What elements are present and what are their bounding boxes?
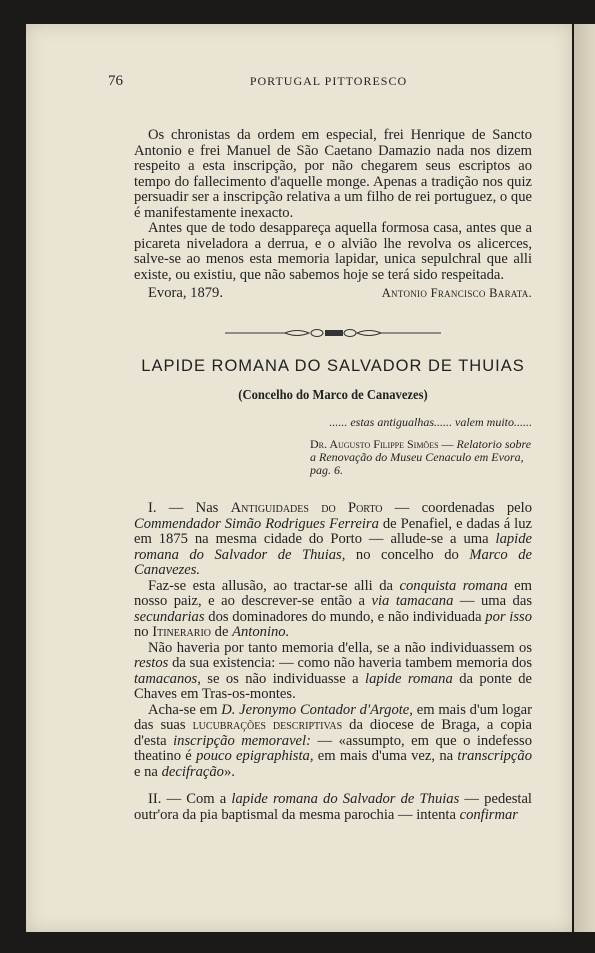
section-title: LAPIDE ROMANA DO SALVADOR DE THUIAS [141,356,525,375]
epigraph-quote: ...... estas antigualhas...... valem muito...... [329,414,532,429]
paragraph-2: Faz-se esta allusão, ao tractar-se alli da conquista romana em nosso paiz, e ao descrever-se então a via tamacana — uma das secundarias dos dominadores do mundo, e não individuada por isso no Itinerario de Antonino. [134,577,533,640]
next-page-edge [574,24,595,932]
page-body [134,128,532,823]
ornament-icon [225,328,441,338]
paragraph-5: II. — Com a lapide romana do Salvador de Thuias — pedestal outr'ora da pia baptismal da mesma parochia — intenta confirmar [134,791,532,823]
paragraph: Os chronistas da ordem em especial, frei Henrique de Sancto Antonio e frei Manuel de São Caetano Damazio nada nos dizem respeito a esta inscripção, por não chegarem seus escriptos ao tempo do fallecimento d'aquelle monge. Apenas a tradição nos quiz persuadir ser a inscripção relativa a um filho de rei portuguez, o que é manifestamente inexacto. [134,127,532,221]
page-number: 76 [108,73,123,89]
paragraph: Antes que de todo desappareça aquella formosa casa, antes que a picareta niveladora a derrua, e o alvião lhe revolva os alicerces, salve-se ao menos esta memoria lapidar, unica sepulchral que alli existe, ou existiu, que não sabemos hoje se terá sido respeitada. [134,220,532,283]
paragraph-4: Acha-se em D. Jeronymo Contador d'Argote, em mais d'um logar das suas lucubrações descriptivas da diocese de Braga, a copia d'esta inscripção memoravel: — «assumpto, em que o indefesso theatino é pouco epigraphista, em mais d'uma vez, na transcripção e na decifração». [134,701,533,780]
signature-author: Antonio Francisco Barata. [381,286,532,300]
running-title: PORTUGAL PITTORESCO [249,74,408,88]
section-subtitle: (Concelho do Marco de Canavezes) [238,388,428,403]
ornamental-divider [134,328,532,338]
place-date: Evora, 1879. [148,285,223,301]
epigraph-author: Dr. Augusto Filippe Simões [310,437,439,451]
epigraph-work: Relatorio sobre a Renovação do Museu Cenaculo em Evora [310,437,532,464]
paragraph-1: I. — Nas Antiguidades do Porto — coordenadas pelo Commendador Simão Rodrigues Ferreira de Penafiel, e dadas á luz em 1875 na mesma cidade do Porto — allude-se a uma lapide romana do Salvador de Thuias, no concelho do Marco de Canavezes. [134,500,533,578]
epigraph-source: Dr. Augusto Filippe Simões — Relatorio sobre a Renovação do Museu Cenaculo em Evora, pag. 6. [310,437,532,477]
paragraph-3: Não haveria por tanto memoria d'ella, se a não individuassem os restos da sua existencia: — como não haveria tambem memoria dos tamacanos, se os não individuasse a lapide romana da ponte de Chaves em Tras-os-montes. [134,639,532,702]
signature [134,286,532,302]
